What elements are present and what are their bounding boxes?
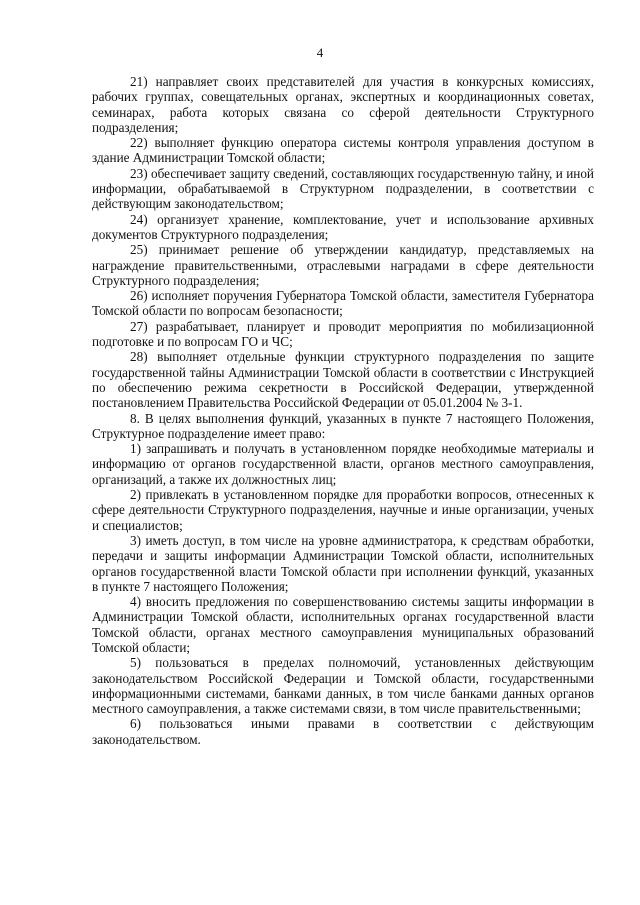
paragraph-item-21: 21) направляет своих представителей для участия в конкурсных комиссиях, рабочих группах, совещательных органах, экспертных и координационных советах, семинарах, работа которых связана со сферой деятельности Структурного подразделения; xyxy=(92,74,594,135)
paragraph-item-22: 22) выполняет функцию оператора системы контроля управления доступом в здание Администрации Томской области; xyxy=(92,135,594,166)
paragraph-item-25: 25) принимает решение об утверждении кандидатур, представляемых на награждение правительственными, отраслевыми наградами в сфере деятельности Структурного подразделения; xyxy=(92,242,594,288)
page-number: 4 xyxy=(316,45,324,60)
paragraph-section-8: 8. В целях выполнения функций, указанных в пункте 7 настоящего Положения, Структурное подразделение имеет право: xyxy=(92,410,594,441)
paragraph-right-2: 2) привлекать в установленном порядке для проработки вопросов, отнесенных к сфере деятельности Структурного подразделения, научные и иные организации, ученых и специалистов; xyxy=(92,487,594,533)
paragraph-item-28: 28) выполняет отдельные функции структурного подразделения по защите государственной тайны Администрации Томской области в соответствии с Инструкцией по обеспечению режима секретности в Российской Федерации, утвержденной постановлением Правительства Российской Федерации от 05.01.2004 № 3-1. xyxy=(92,349,594,411)
paragraph-right-1: 1) запрашивать и получать в установленном порядке необходимые материалы и информацию от органов государственной власти, органов местного самоуправления, организаций, а также их должностных лиц; xyxy=(92,441,594,487)
paragraph-item-26: 26) исполняет поручения Губернатора Томской области, заместителя Губернатора Томской области по вопросам безопасности; xyxy=(92,288,594,319)
paragraph-right-3: 3) иметь доступ, в том числе на уровне администратора, к средствам обработки, передачи и защиты информации Администрации Томской области, исполнительных органов государственной власти Томской области при исполнении функций, указанных в пункте 7 настоящего Положения; xyxy=(92,532,594,594)
paragraph-right-4: 4) вносить предложения по совершенствованию системы защиты информации в Администрации Томской области, исполнительных органах государственной власти Томской области, органах местного самоуправления муниципальных образований Томской области; xyxy=(92,594,594,655)
paragraph-item-24: 24) организует хранение, комплектование, учет и использование архивных документов Структурного подразделения; xyxy=(92,211,594,242)
paragraph-right-6: 6) пользоваться иными правами в соответствии с действующим законодательством. xyxy=(92,716,594,747)
paragraph-item-27: 27) разрабатывает, планирует и проводит мероприятия по мобилизационной подготовке и по вопросам ГО и ЧС; xyxy=(92,318,594,350)
paragraph-item-23: 23) обеспечивает защиту сведений, составляющих государственную тайну, и иной информации, обрабатываемой в Структурном подразделении, в соответствии с действующим законодательством; xyxy=(92,165,594,212)
paragraph-right-5: 5) пользоваться в пределах полномочий, установленных действующим законодательством Российской Федерации и Томской области, государственными информационными системами, банками данных, в том числе банками данных органов местного самоуправления, а также системами связи, в том числе правительственными; xyxy=(92,655,594,717)
document-body xyxy=(92,74,594,747)
